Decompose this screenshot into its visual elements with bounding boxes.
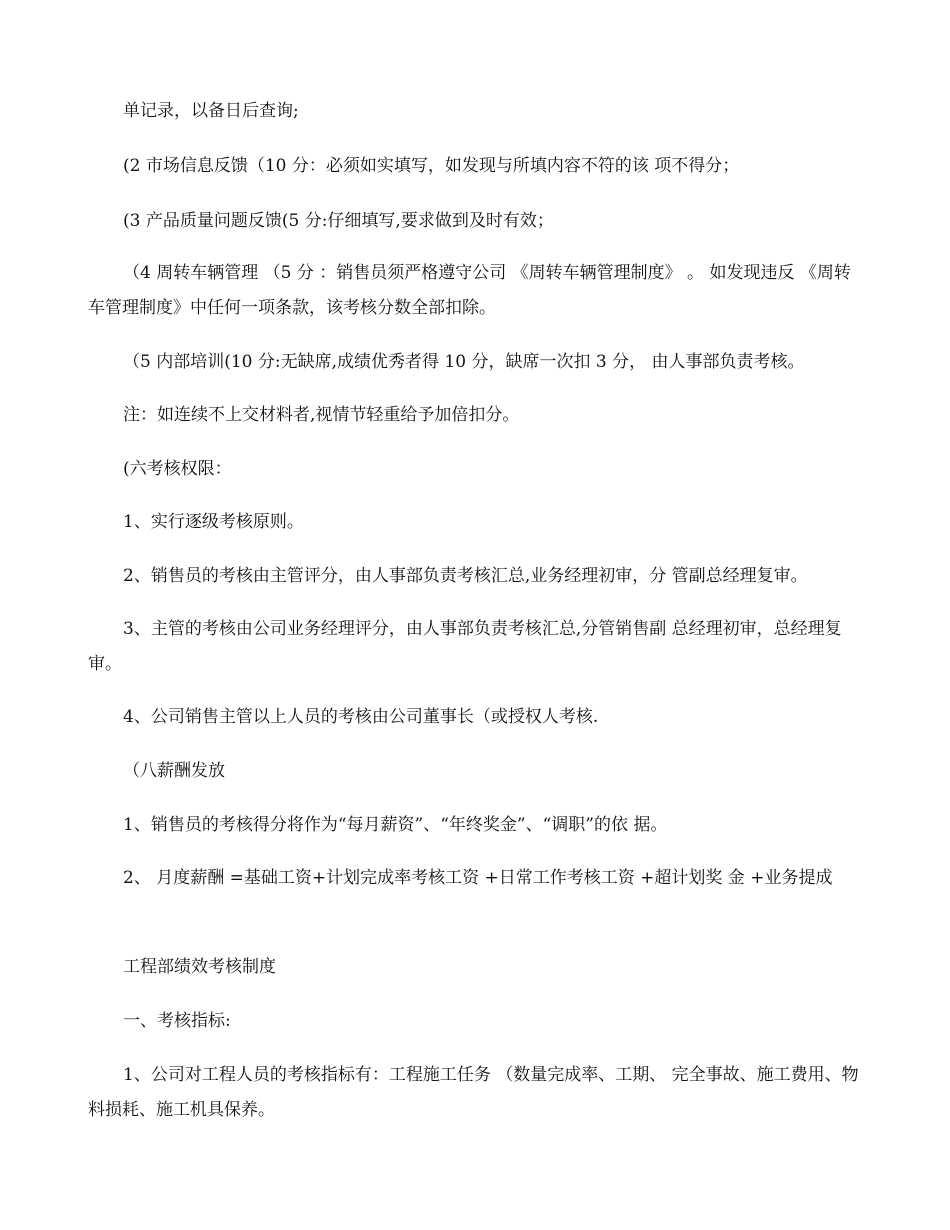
paragraph-7: (六考核权限： xyxy=(123,459,232,479)
paragraph-16: 一、考核指标: xyxy=(123,1011,231,1031)
paragraph-5: （5 内部培训(10 分:无缺席,成绩优秀者得 10 分，缺席一次扣 3 分， 由人事部负责考核。 xyxy=(123,352,805,372)
paragraph-4: （4 周转车辆管理 （5 分 ：销售员须严格遵守公司 《周转车辆管理制度》 。 如发现违反 《周转车管理制度》中任何一项条款，该考核分数全部扣除。 xyxy=(88,263,851,318)
paragraph-6: 注：如连续不上交材料者,视情节轻重给予加倍扣分。 xyxy=(123,405,520,425)
paragraph-12: （八薪酬发放 xyxy=(123,761,225,781)
paragraph-8: 1、实行逐级考核原则。 xyxy=(123,512,304,532)
paragraph-1: 单记录，以备日后查询; xyxy=(123,101,299,121)
paragraph-3: (3 产品质量问题反馈(5 分:仔细填写,要求做到及时有效； xyxy=(123,211,554,231)
paragraph-17: 1、公司对工程人员的考核指标有：工程施工任务 （数量完成率、工期、 完全事故、施工费用、物料损耗、施工机具保养。 xyxy=(88,1065,859,1120)
paragraph-14: 2、 月度薪酬 =基础工资+计划完成率考核工资 +日常工作考核工资 +超计划奖 金 +业务提成 xyxy=(123,868,833,888)
paragraph-11: 4、公司销售主管以上人员的考核由公司董事长（或授权人考核. xyxy=(123,707,599,727)
paragraph-2: (2 市场信息反馈（10 分：必须如实填写，如发现与所填内容不符的该 项不得分； xyxy=(123,156,740,176)
paragraph-15: 工程部绩效考核制度 xyxy=(123,957,276,977)
paragraph-10: 3、主管的考核由公司业务经理评分，由人事部负责考核汇总,分管销售副 总经理初审，总经理复审。 xyxy=(88,619,842,674)
paragraph-9: 2、销售员的考核由主管评分，由人事部负责考核汇总,业务经理初审，分 管副总经理复审。 xyxy=(123,566,808,586)
paragraph-13: 1、销售员的考核得分将作为“每月薪资”、“年终奖金”、“调职”的依 据。 xyxy=(123,815,668,835)
